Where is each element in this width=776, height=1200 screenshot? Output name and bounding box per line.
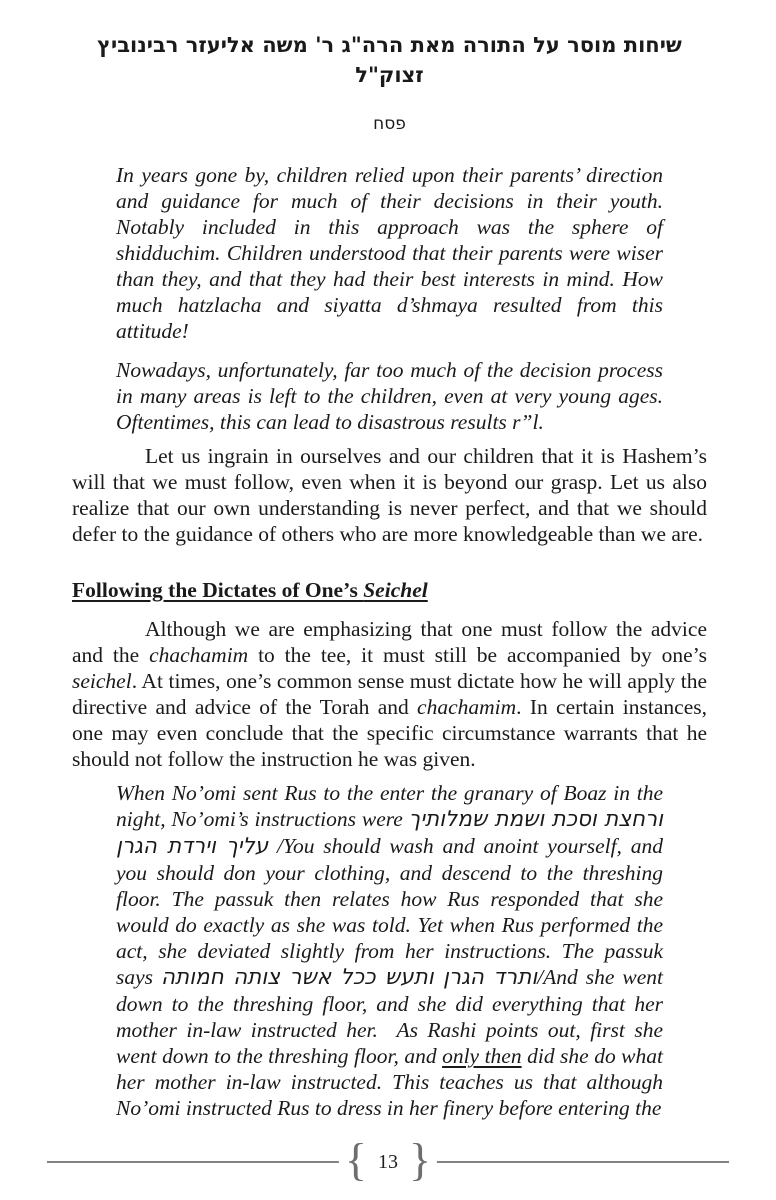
- left-bracket-glyph: {: [344, 1134, 367, 1185]
- italic-term: chachamim: [149, 643, 249, 667]
- quote-paragraph-1: In years gone by, children relied upon their parents’ direction and guidance for much of their decisions in their youth. Notably included in this approach was the sphere of shidduchim. Children understood that their parents were wiser than they, and that they had their best interests in mind. How much hatzlacha and siyatta d’shmaya resulted from this attitude!: [116, 163, 663, 343]
- hebrew-title: שיחות מוסר על התורה מאת הרה"ג ר' משה אליעזר רבינוביץ זצוק"ל: [97, 32, 682, 87]
- text-run: When No’omi sent Rus to the enter the granary of Boaz in the night, No’omi’s instructions were: [116, 781, 663, 831]
- text-run: Although we are emphasizing that one must follow the advice and the: [72, 617, 707, 667]
- section-heading: [72, 576, 707, 604]
- body-paragraph-2: [72, 616, 707, 772]
- underlined-phrase: only then: [442, 1044, 522, 1068]
- text-run: did she do what her mother in-law instructed. This teaches us that although No’omi instructed Rus to dress in her finery before entering the: [116, 1044, 663, 1120]
- section-heading-underline: [72, 578, 428, 602]
- page-number: 13: [378, 1150, 398, 1173]
- quote-paragraph-2: Nowadays, unfortunately, far too much of the decision process in many areas is left to the children, even at very young ages. Oftentimes, this can lead to disastrous results r”l.: [116, 358, 663, 434]
- body-paragraph-1: Let us ingrain in ourselves and our children that it is Hashem’s will that we must follow, even when it is beyond our grasp. Let us also realize that our own understanding is never perfect, and that we should defer to the guidance of others who are more knowledgeable than we are.: [72, 444, 707, 546]
- italic-term: chachamim: [417, 695, 517, 719]
- quote-paragraph-3: [116, 780, 663, 1121]
- hebrew-phrase: ורחצת וסכת ושמת שמלותיך עליך וירדת הגרן: [116, 807, 663, 859]
- text-run: to the tee, it must still be accompanied by one’s: [248, 643, 708, 667]
- page-content: [72, 30, 707, 1121]
- hebrew-subtitle: פסח: [373, 114, 406, 134]
- section-heading-italic-word: Seichel: [363, 578, 428, 602]
- text-run: /You should wash and anoint yourself, and you should don your clothing, and descend to the threshing floor. The passuk then relates how Rus responded that she would do exactly as she was told. Yet when Rus performed the act, she deviated slightly from her instructions. The passuk says: [116, 834, 664, 989]
- page-number-box: [339, 1134, 437, 1186]
- text-run: /And she went down to the threshing floor, and she did everything that her mother in-law instructed her. As Rashi points out, first she went down to the threshing floor, and: [116, 965, 663, 1068]
- text-run: . In certain instances, one may even conclude that the specific circumstance warrants that he should not follow the instruction he was given.: [72, 695, 707, 771]
- section-heading-text: Following the Dictates of One’s: [72, 578, 364, 602]
- right-bracket-glyph: }: [409, 1134, 432, 1185]
- italic-term: seichel: [72, 669, 132, 693]
- text-run: . At times, one’s common sense must dictate how he will apply the directive and advice of the Torah and: [72, 669, 707, 719]
- hebrew-phrase: ותרד הגרן ותעש ככל אשר צותה חמותה: [161, 965, 538, 990]
